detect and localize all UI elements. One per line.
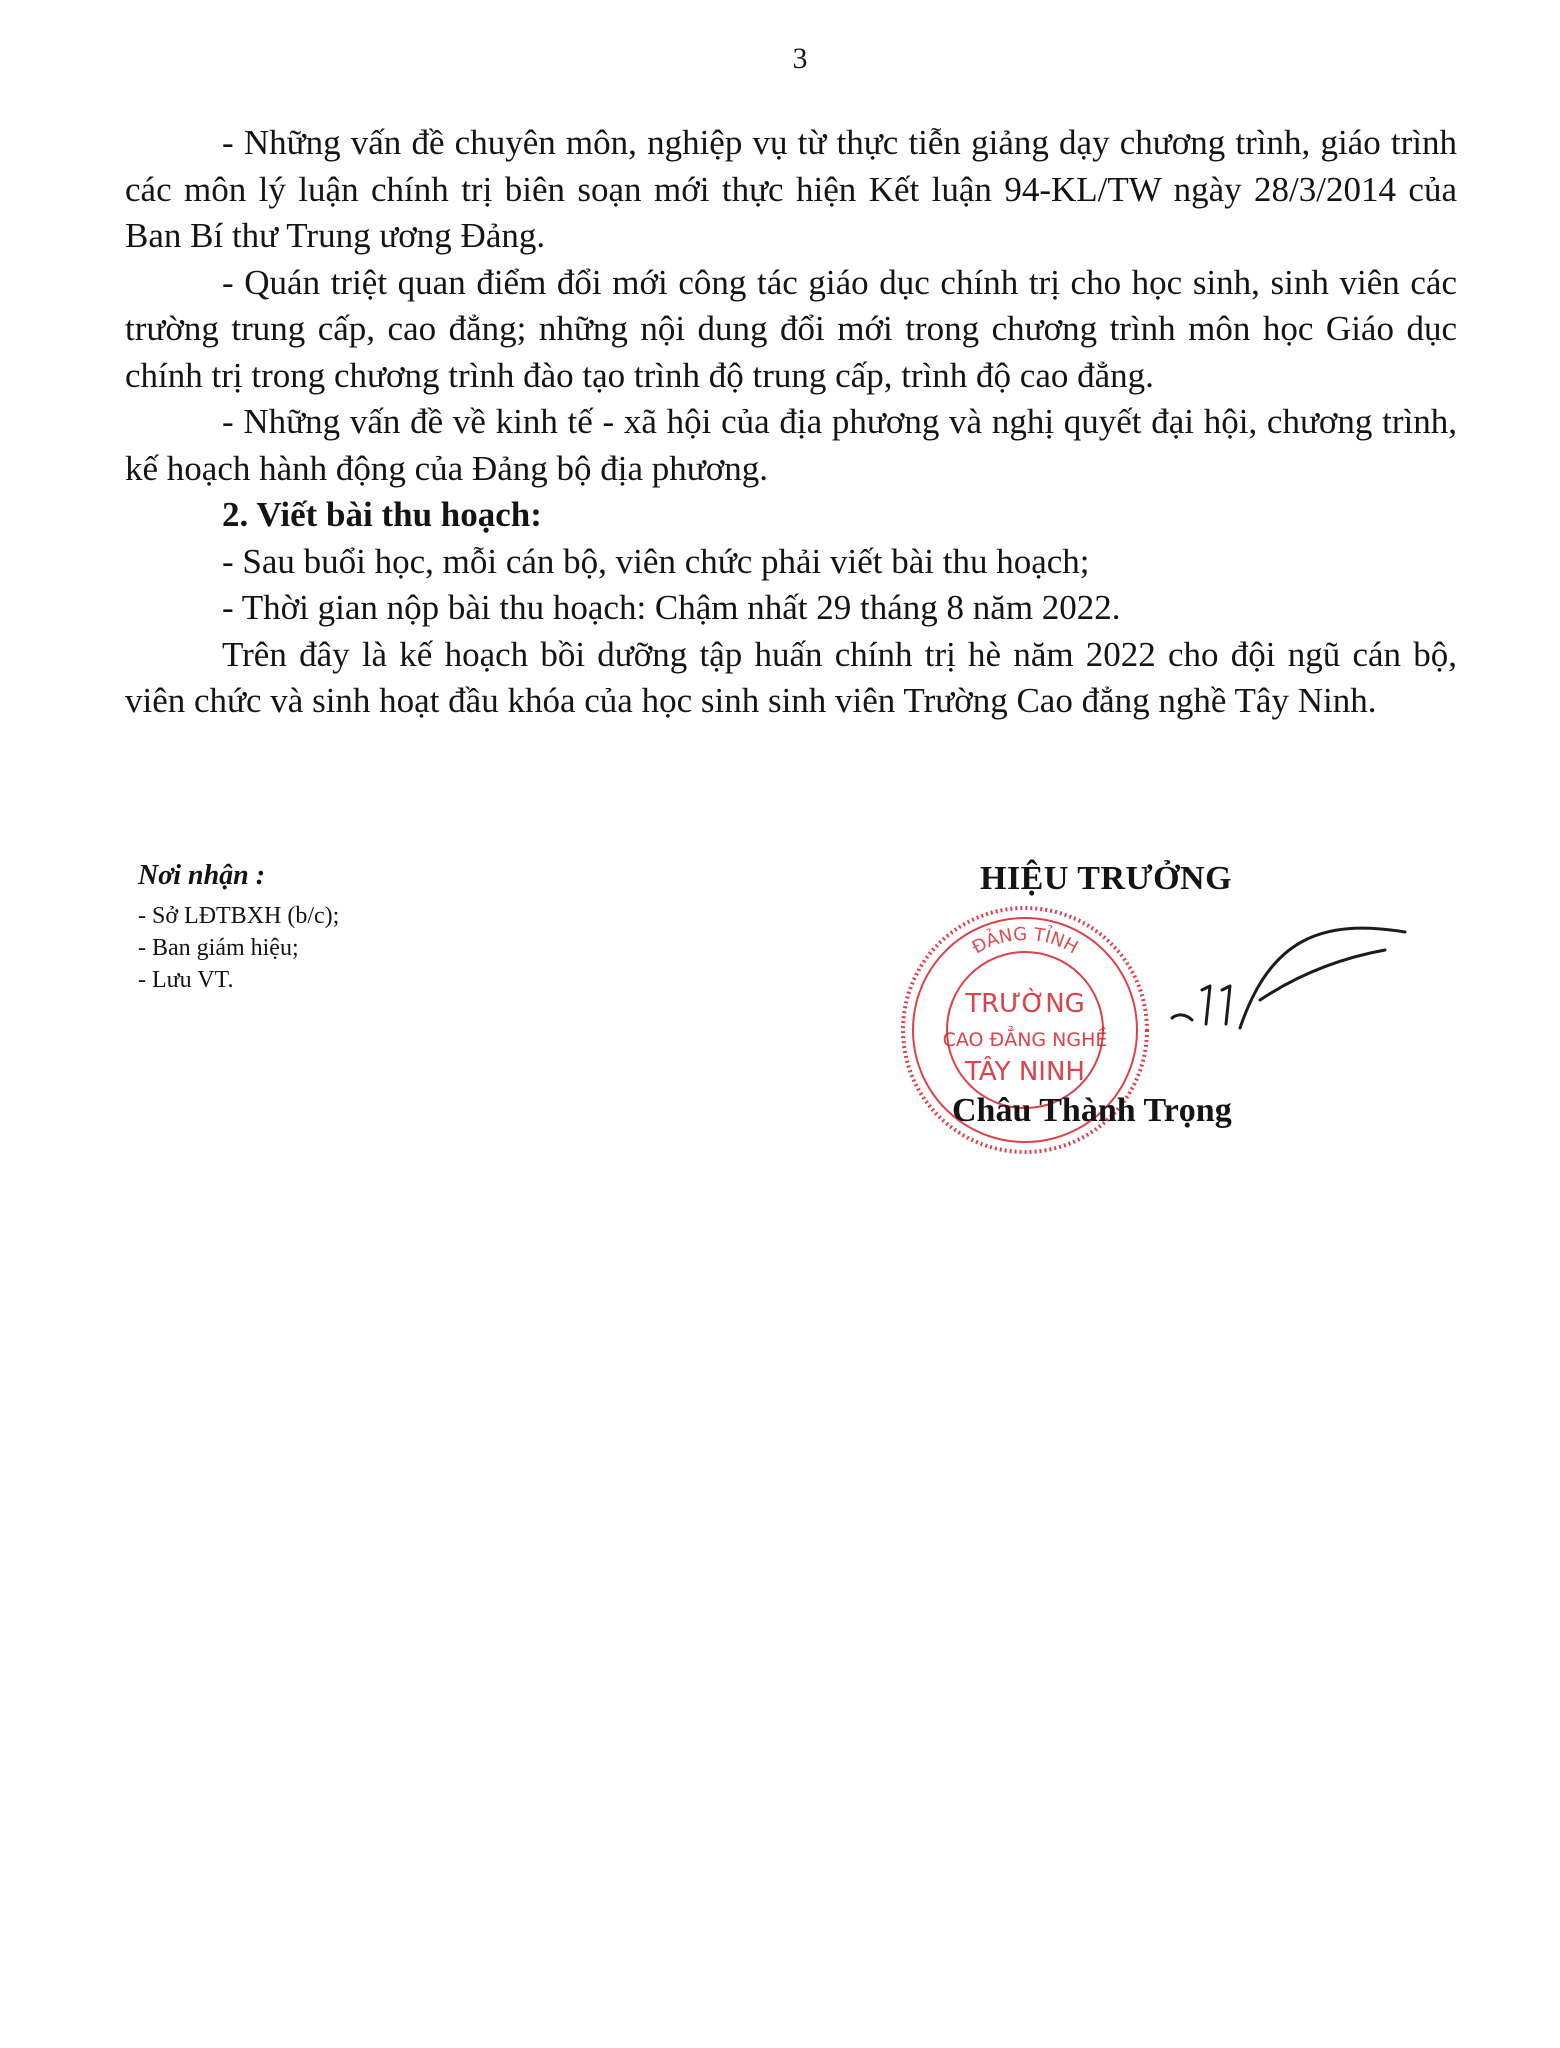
paragraph-local-issues: - Những vấn đề về kinh tế - xã hội của địa phương và nghị quyết đại hội, chương trình, kế hoạch hành động của Đảng bộ địa phương. [125,402,1457,488]
recipients-list [138,900,698,996]
paragraph-conclusion: Trên đây là kế hoạch bồi dưỡng tập huấn chính trị hè năm 2022 cho đội ngũ cán bộ, viên chức và sinh hoạt đầu khóa của học sinh sinh viên Trường Cao đẳng nghề Tây Ninh. [125,634,1457,720]
signer-title: HIỆU TRƯỞNG [980,860,1233,897]
svg-text:TÂY NINH: TÂY NINH [965,1057,1085,1087]
handwritten-signature [1170,920,1410,1040]
paragraph-education-reform: - Quán triệt quan điểm đổi mới công tác giáo dục chính trị cho học sinh, sinh viên các trường trung cấp, cao đẳng; những nội dung đổi mới trong chương trình môn học Giáo dục chính trị trong chương trình đào tạo trình độ trung cấp, trình độ cao đẳng. [125,262,1457,395]
page-number: 3 [792,42,808,75]
recipients-title: Nơi nhận : [138,860,266,891]
document-body [125,120,1457,725]
svg-text:TRƯỜNG: TRƯỜNG [965,989,1085,1019]
recipients-block [138,860,698,996]
svg-text:ĐẢNG TỈNH: ĐẢNG TỈNH [968,923,1082,959]
signature-block [890,860,1390,1160]
paragraph-after-class: - Sau buổi học, mỗi cán bộ, viên chức phải viết bài thu hoạch; [222,541,1090,581]
svg-text:CAO ĐẲNG NGHỀ: CAO ĐẲNG NGHỀ [942,1029,1108,1051]
signer-name: Châu Thành Trọng [952,1092,1232,1129]
paragraph-deadline: - Thời gian nộp bài thu hoạch: Chậm nhất 29 tháng 8 năm 2022. [222,588,1121,627]
recipient-item: - Ban giám hiệu; [138,935,299,961]
recipient-item: - Sở LĐTBXH (b/c); [138,903,340,929]
section-heading-report: 2. Viết bài thu hoạch: [222,495,542,534]
recipient-item: - Lưu VT. [138,967,234,993]
paragraph-professional-issues: - Những vấn đề chuyên môn, nghiệp vụ từ thực tiễn giảng dạy chương trình, giáo trình các môn lý luận chính trị biên soạn mới thực hiện Kết luận 94-KL/TW ngày 28/3/2014 của Ban Bí thư Trung ương Đảng. [125,123,1457,255]
